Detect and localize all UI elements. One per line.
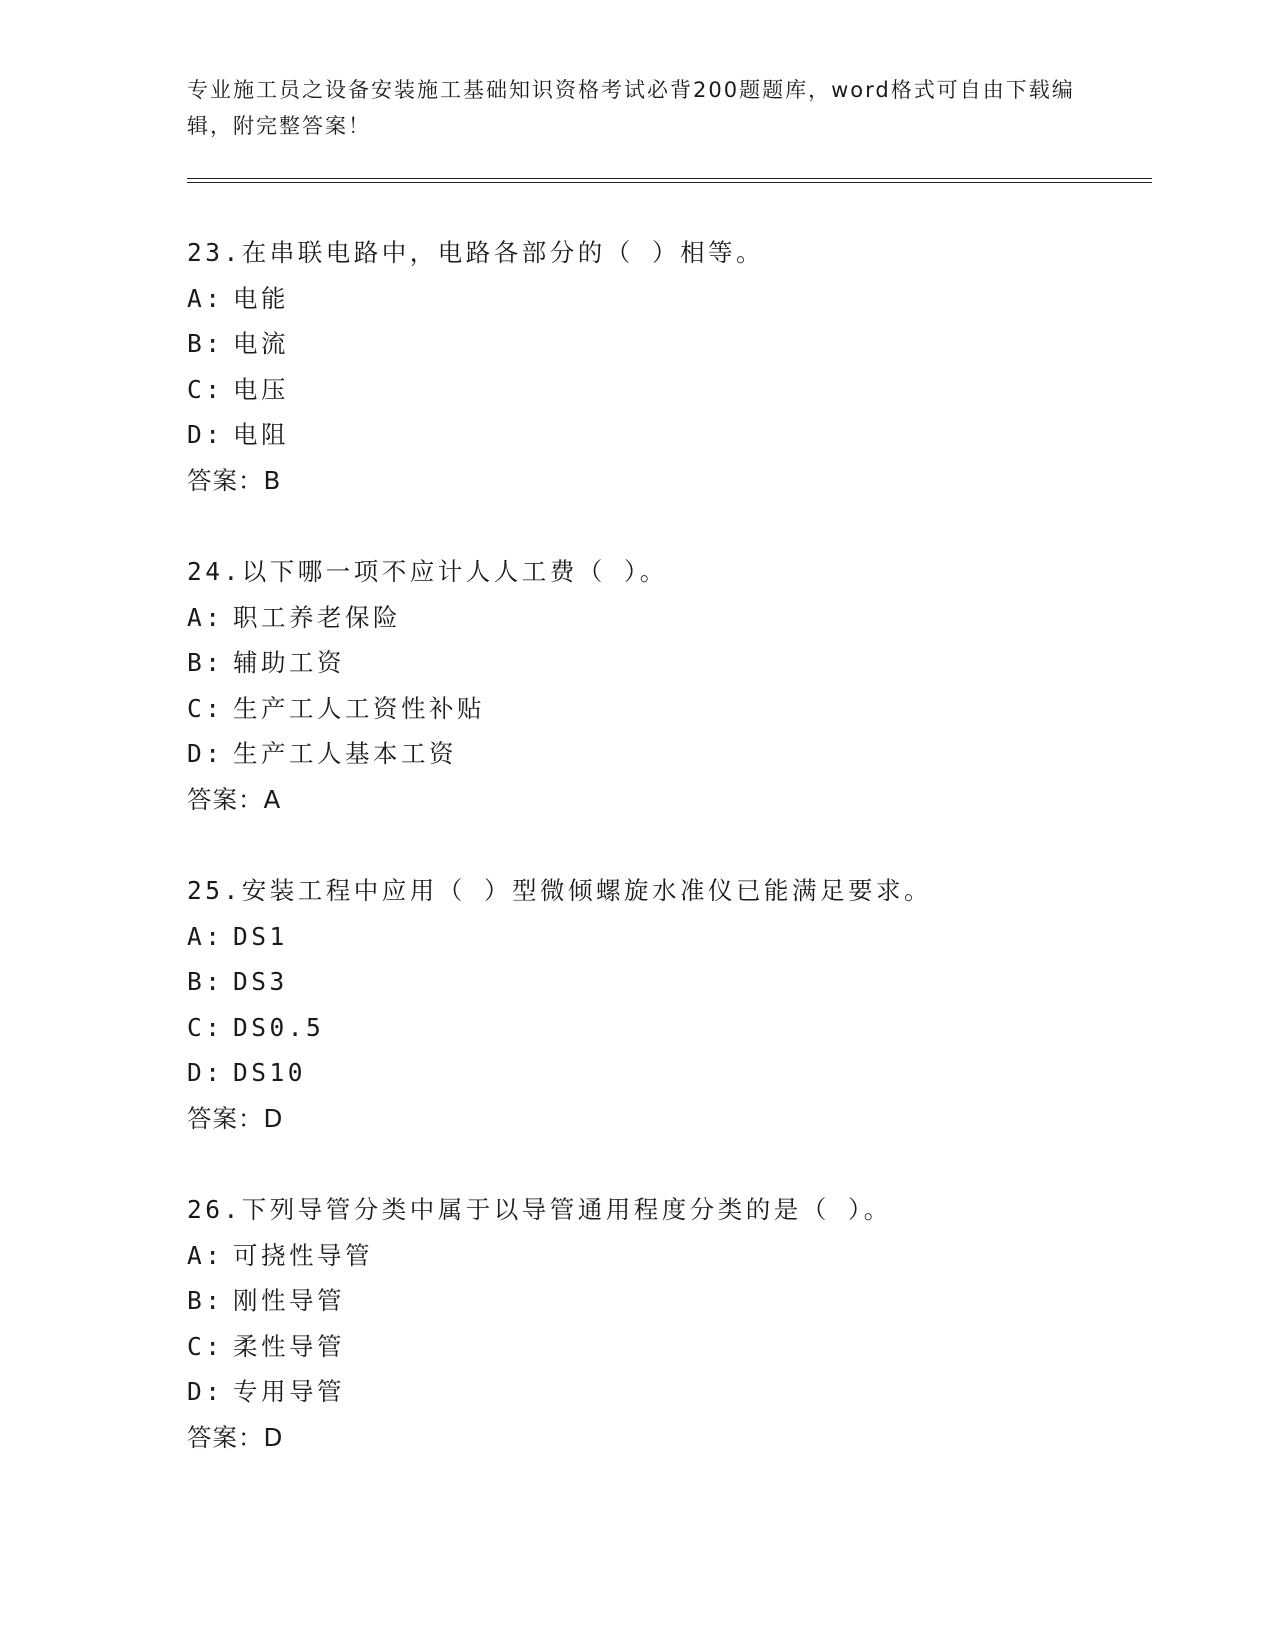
option-key: C: [187,693,224,723]
option-text: 柔性导管 [233,1331,345,1361]
option-key: C: [187,1012,224,1042]
question-stem: 26.下列导管分类中属于以导管通用程度分类的是（ ）。 [187,1195,892,1224]
option-key: B: [187,329,224,358]
option-key: A: [187,283,224,313]
option-key: D: [187,739,224,768]
option-b [187,959,1147,1005]
option-a [187,276,1147,322]
option-a [187,1233,1147,1279]
question-stem: 24.以下哪一项不应计人人工费（ ）。 [187,557,668,586]
option-key: C: [187,374,224,404]
option-text: 生产工人工资性补贴 [233,693,485,723]
option-key: A: [187,602,224,632]
option-c [187,1005,1147,1051]
question-24 [187,549,1147,868]
option-key: D: [187,420,224,449]
option-text: 辅助工资 [233,648,345,677]
header-divider [187,178,1152,183]
option-text: 生产工人基本工资 [233,739,457,768]
document-title: 专业施工员之设备安装施工基础知识资格考试必背200题题库，word格式可自由下载编辑，附完整答案！ [187,78,1075,138]
option-text: 职工养老保险 [233,602,401,632]
option-key: C: [187,1331,224,1361]
answer-line: 答案：D [187,1103,284,1133]
option-d [187,731,1147,777]
option-key: B: [187,967,224,996]
option-key: A: [187,921,224,951]
option-b [187,640,1147,686]
option-c [187,367,1147,413]
option-d [187,1369,1147,1415]
option-key: A: [187,1240,224,1270]
question-stem: 25.安装工程中应用（ ）型微倾螺旋水准仪已能满足要求。 [187,876,932,905]
option-text: 专用导管 [233,1377,345,1406]
option-text: 可挠性导管 [233,1240,373,1270]
answer-line: 答案：B [187,465,282,495]
option-b [187,321,1147,367]
answer-line: 答案：D [187,1422,284,1452]
option-key: B: [187,1286,224,1315]
option-text: DS3 [233,967,288,996]
option-key: D: [187,1058,224,1087]
option-text: DS10 [233,1058,307,1087]
option-key: B: [187,648,224,677]
option-c [187,1324,1147,1370]
option-a [187,914,1147,960]
option-text: 电压 [233,374,289,404]
option-key: D: [187,1377,224,1406]
option-a [187,595,1147,641]
question-stem: 23.在串联电路中，电路各部分的（ ）相等。 [187,238,764,267]
option-b [187,1278,1147,1324]
option-text: 电流 [233,329,289,358]
option-text: DS1 [233,921,288,951]
option-d [187,412,1147,458]
option-text: 电能 [233,283,289,313]
question-list [187,230,1147,1506]
option-text: DS0.5 [233,1012,325,1042]
question-26 [187,1187,1147,1506]
option-d [187,1050,1147,1096]
question-25 [187,868,1147,1187]
document-header [187,72,1087,144]
option-c [187,686,1147,732]
answer-line: 答案：A [187,784,282,814]
question-23 [187,230,1147,549]
option-text: 刚性导管 [233,1286,345,1315]
option-text: 电阻 [233,420,289,449]
